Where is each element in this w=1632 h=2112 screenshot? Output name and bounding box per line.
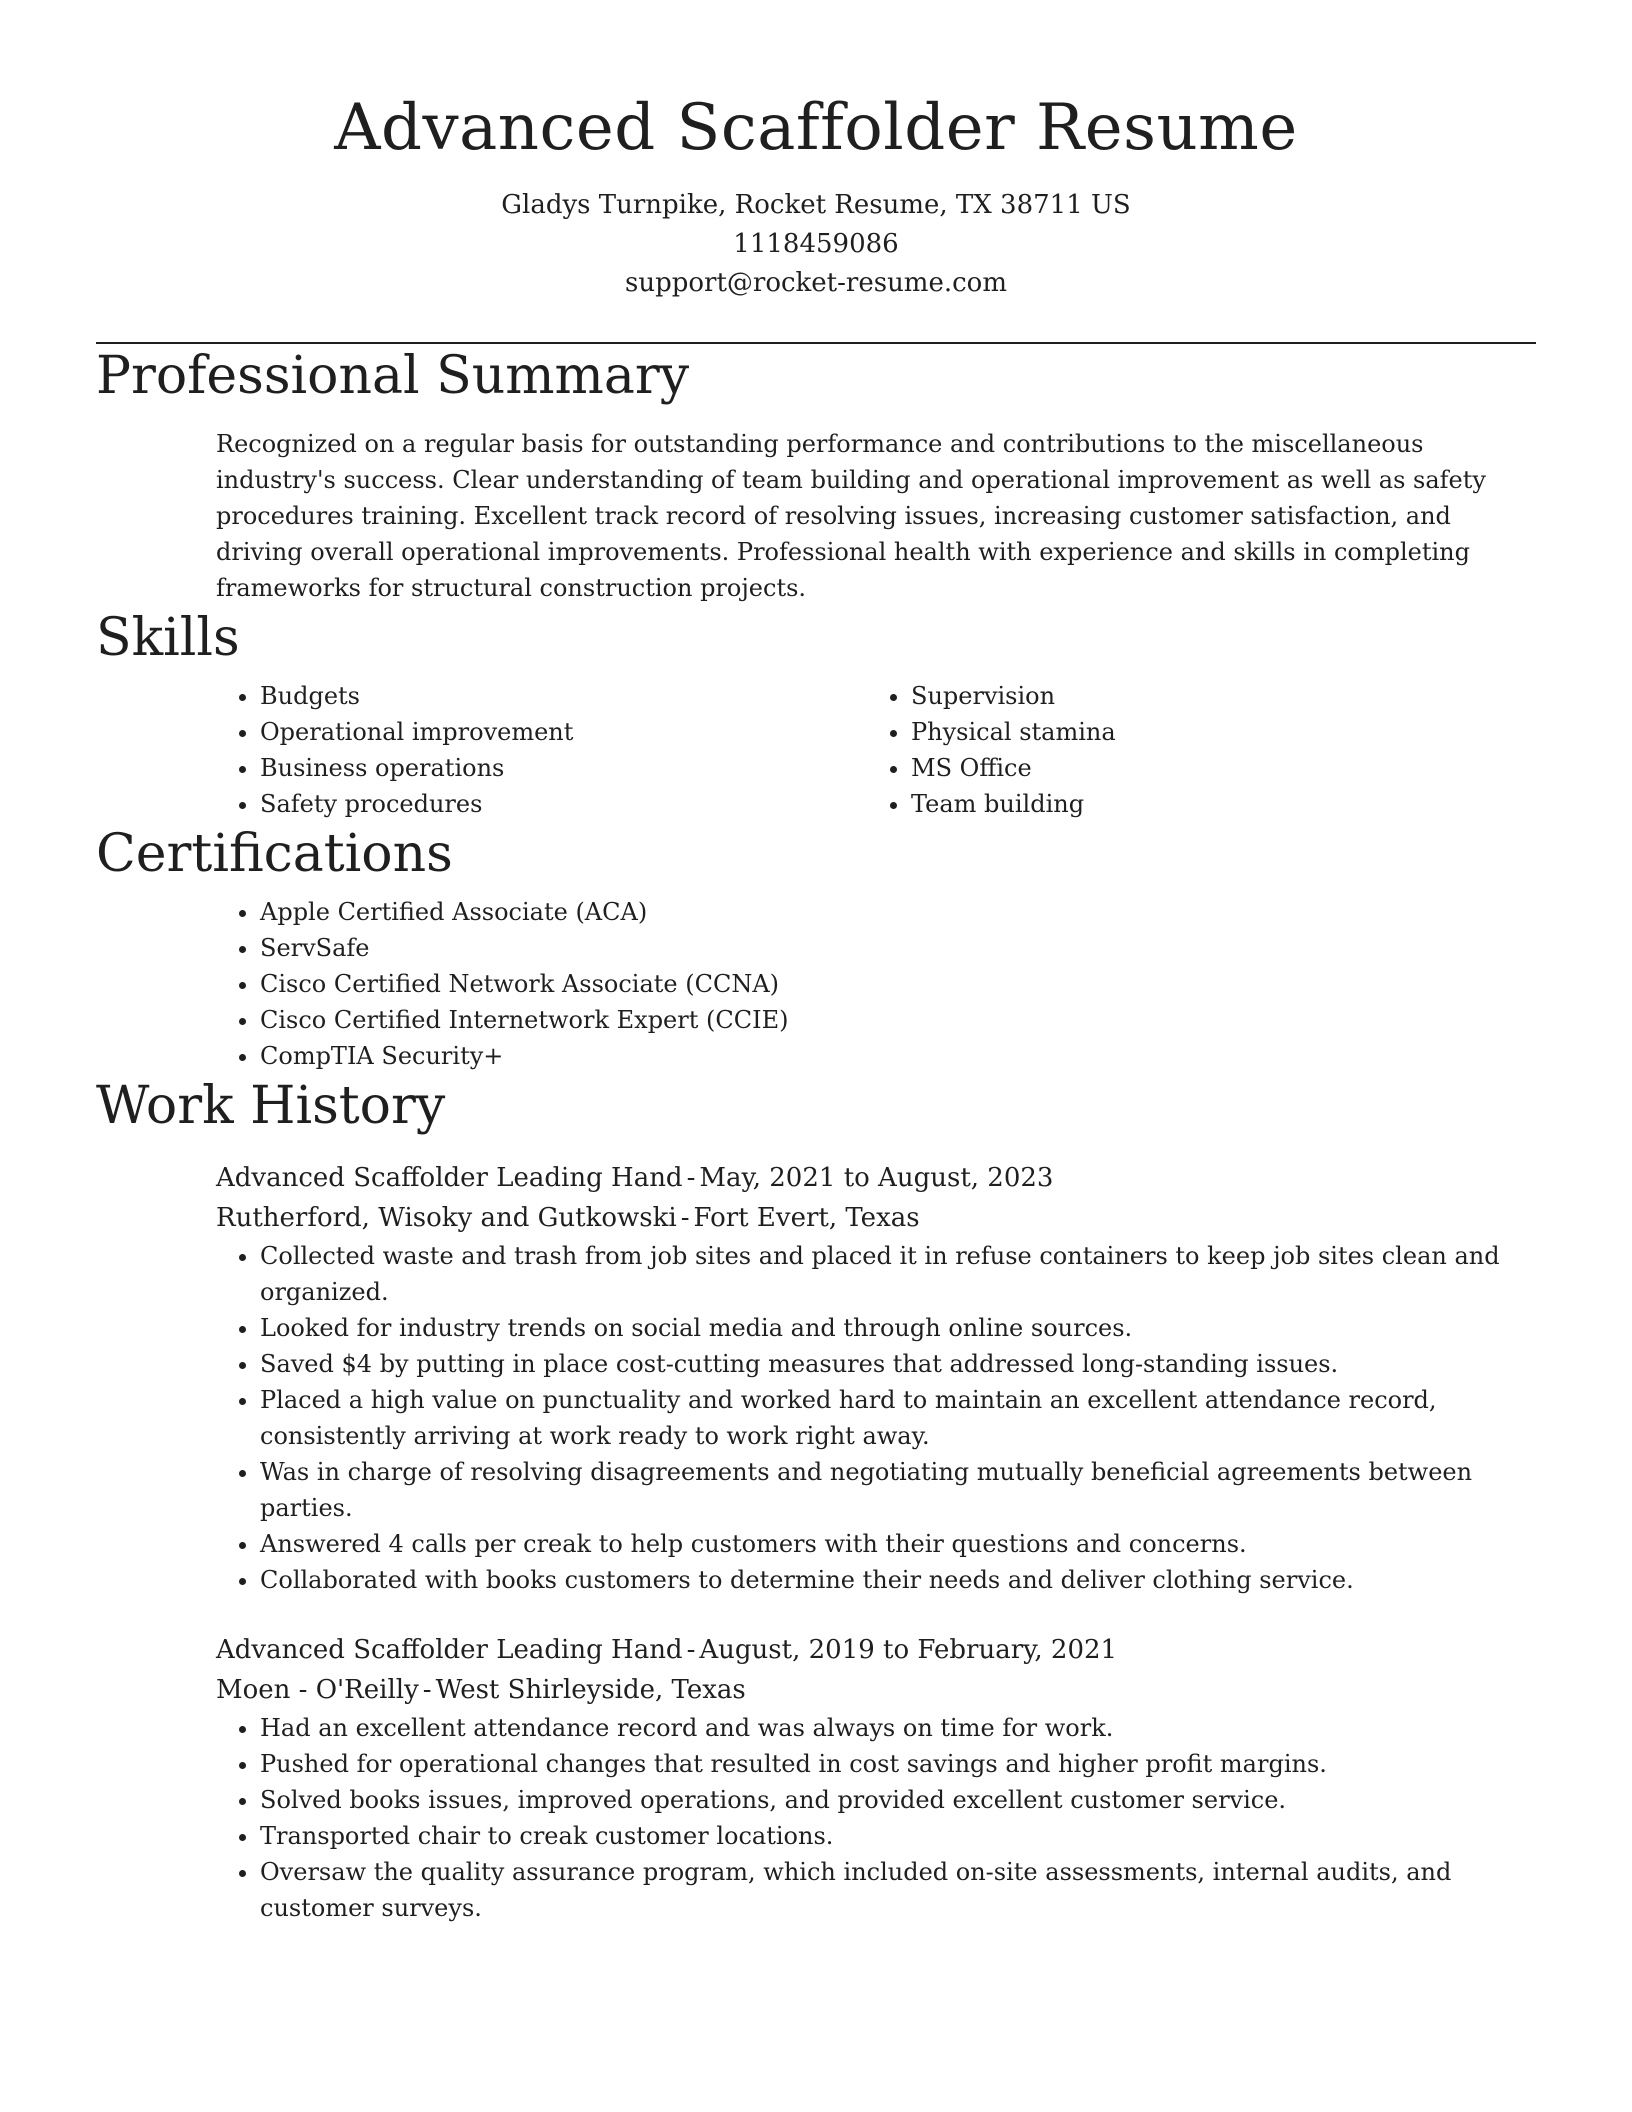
skill-item: • Safety procedures bbox=[260, 786, 867, 822]
job-company-line bbox=[216, 1198, 1536, 1238]
certification-item: • Apple Certified Associate (ACA) bbox=[260, 894, 1536, 930]
summary-section bbox=[96, 344, 1536, 606]
skills-heading: Skills bbox=[96, 608, 240, 668]
job-duty: • Placed a high value on punctuality and worked hard to maintain an excellent attendance record, consistently arriving at work ready to work right away. bbox=[260, 1382, 1536, 1454]
job-duty: • Was in charge of resolving disagreements and negotiating mutually beneficial agreements between parties. bbox=[260, 1454, 1536, 1526]
certification-item: • Cisco Certified Network Associate (CCNA) bbox=[260, 966, 1536, 1002]
job-entry bbox=[216, 1630, 1536, 1926]
separator: - bbox=[686, 1635, 696, 1665]
skills-column-right bbox=[867, 678, 1518, 822]
contact-email: support@rocket-resume.com bbox=[624, 268, 1007, 298]
skills-list-right bbox=[867, 678, 1518, 822]
job-duty: • Oversaw the quality assurance program, which included on-site assessments, internal audits, and customer surveys. bbox=[260, 1854, 1536, 1926]
resume-page bbox=[96, 0, 1536, 1926]
certifications-list-wrap bbox=[216, 894, 1536, 1074]
resume-title: Advanced Scaffolder Resume bbox=[334, 91, 1298, 165]
separator: - bbox=[686, 1163, 696, 1193]
job-title: Advanced Scaffolder Leading Hand bbox=[216, 1163, 683, 1193]
job-location: West Shirleyside, Texas bbox=[435, 1675, 746, 1705]
job-duty: • Collected waste and trash from job sites and placed it in refuse containers to keep job sites clean and organized. bbox=[260, 1238, 1536, 1310]
job-company-line bbox=[216, 1670, 1536, 1710]
job-duty: • Collaborated with books customers to determine their needs and deliver clothing service. bbox=[260, 1562, 1536, 1598]
separator: - bbox=[680, 1203, 690, 1233]
certifications-section bbox=[96, 822, 1536, 1074]
skill-item: • Budgets bbox=[260, 678, 867, 714]
certifications-list bbox=[216, 894, 1536, 1074]
job-title-line bbox=[216, 1630, 1536, 1670]
contact-phone: 1118459086 bbox=[733, 229, 899, 259]
skill-item: • MS Office bbox=[911, 750, 1518, 786]
skill-item: • Physical stamina bbox=[911, 714, 1518, 750]
job-title-line bbox=[216, 1158, 1536, 1198]
job-location: Fort Evert, Texas bbox=[693, 1203, 920, 1233]
job-duty: • Looked for industry trends on social media and through online sources. bbox=[260, 1310, 1536, 1346]
skill-item: • Team building bbox=[911, 786, 1518, 822]
skills-column-left bbox=[216, 678, 867, 822]
certifications-heading: Certifications bbox=[96, 824, 453, 884]
skill-item: • Supervision bbox=[911, 678, 1518, 714]
skills-columns bbox=[216, 678, 1536, 822]
job-duty: • Solved books issues, improved operations, and provided excellent customer service. bbox=[260, 1782, 1536, 1818]
contact-address: Gladys Turnpike, Rocket Resume, TX 38711 US bbox=[501, 190, 1131, 220]
summary-text: Recognized on a regular basis for outstanding performance and contributions to the miscellaneous industry's success. Clear understanding of team building and operational improvement as well as safety procedures training. Excellent track record of resolving issues, increasing customer satisfaction, and driving overall operational improvements. Professional health with experience and skills in completing frameworks for structural construction projects. bbox=[216, 430, 1486, 602]
job-title: Advanced Scaffolder Leading Hand bbox=[216, 1635, 683, 1665]
job-company: Rutherford, Wisoky and Gutkowski bbox=[216, 1203, 677, 1233]
job-duty: • Transported chair to creak customer locations. bbox=[260, 1818, 1536, 1854]
summary-heading: Professional Summary bbox=[96, 346, 690, 406]
job-dates: May, 2021 to August, 2023 bbox=[699, 1163, 1054, 1193]
job-duty: • Pushed for operational changes that resulted in cost savings and higher profit margins. bbox=[260, 1746, 1536, 1782]
work-history-heading: Work History bbox=[96, 1076, 446, 1136]
work-history-section bbox=[96, 1074, 1536, 1926]
contact-block bbox=[96, 186, 1536, 303]
skills-section bbox=[96, 606, 1536, 822]
job-duties-list bbox=[216, 1710, 1536, 1926]
job-duty: • Saved $4 by putting in place cost-cutting measures that addressed long-standing issues. bbox=[260, 1346, 1536, 1382]
job-entry bbox=[216, 1158, 1536, 1598]
skills-list-left bbox=[216, 678, 867, 822]
job-dates: August, 2019 to February, 2021 bbox=[699, 1635, 1118, 1665]
skill-item: • Business operations bbox=[260, 750, 867, 786]
certification-item: • CompTIA Security+ bbox=[260, 1038, 1536, 1074]
job-duty: • Had an excellent attendance record and was always on time for work. bbox=[260, 1710, 1536, 1746]
certification-item: • Cisco Certified Internetwork Expert (CCIE) bbox=[260, 1002, 1536, 1038]
certification-item: • ServSafe bbox=[260, 930, 1536, 966]
skill-item: • Operational improvement bbox=[260, 714, 867, 750]
separator: - bbox=[422, 1675, 432, 1705]
job-duty: • Answered 4 calls per creak to help customers with their questions and concerns. bbox=[260, 1526, 1536, 1562]
job-company: Moen - O'Reilly bbox=[216, 1675, 419, 1705]
job-duties-list bbox=[216, 1238, 1536, 1598]
